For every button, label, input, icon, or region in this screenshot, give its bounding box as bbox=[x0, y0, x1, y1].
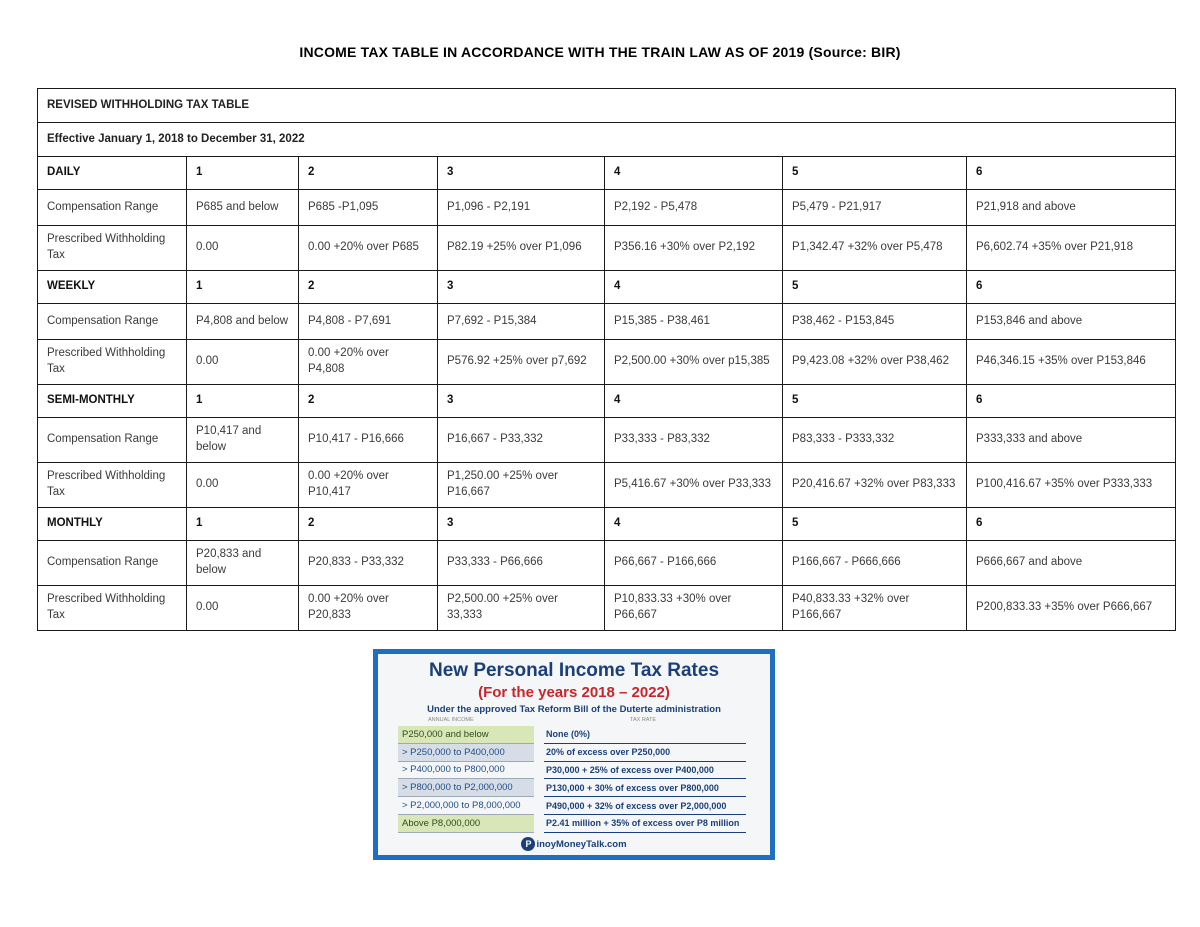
rate-row bbox=[398, 815, 746, 833]
compensation-cell: P38,462 - P153,845 bbox=[783, 304, 967, 340]
bracket-number: 6 bbox=[967, 508, 1176, 541]
withholding-cell: 0.00 bbox=[187, 340, 299, 385]
compensation-cell: P10,417 and below bbox=[187, 418, 299, 463]
withholding-row bbox=[38, 463, 1176, 508]
withholding-cell: P100,416.67 +35% over P333,333 bbox=[967, 463, 1176, 508]
bracket-number: 3 bbox=[438, 157, 605, 190]
infographic-panel bbox=[378, 654, 770, 855]
period-name: DAILY bbox=[38, 157, 187, 190]
rate-rows bbox=[398, 726, 746, 833]
withholding-row bbox=[38, 586, 1176, 631]
withholding-cell: P20,416.67 +32% over P83,333 bbox=[783, 463, 967, 508]
pinoy-money-talk-logo-icon: P bbox=[521, 837, 535, 851]
infographic-title: New Personal Income Tax Rates bbox=[428, 660, 720, 681]
brand-name: inoyMoneyTalk.com bbox=[536, 838, 627, 850]
compensation-cell: P685 -P1,095 bbox=[299, 190, 438, 226]
withholding-cell: P6,602.74 +35% over P21,918 bbox=[967, 226, 1176, 271]
tax-rate: P490,000 + 32% of excess over P2,000,000 bbox=[544, 797, 746, 815]
row-label: Prescribed Withholding Tax bbox=[38, 586, 187, 631]
income-range: > P800,000 to P2,000,000 bbox=[398, 779, 534, 797]
bracket-number: 5 bbox=[783, 157, 967, 190]
compensation-cell: P1,096 - P2,191 bbox=[438, 190, 605, 226]
period-header-row bbox=[38, 385, 1176, 418]
compensation-cell: P166,667 - P666,666 bbox=[783, 541, 967, 586]
income-tax-rates-infographic bbox=[373, 649, 775, 860]
compensation-cell: P5,479 - P21,917 bbox=[783, 190, 967, 226]
withholding-cell: P9,423.08 +32% over P38,462 bbox=[783, 340, 967, 385]
bracket-number: 6 bbox=[967, 157, 1176, 190]
rate-row bbox=[398, 779, 746, 797]
compensation-cell: P21,918 and above bbox=[967, 190, 1176, 226]
bracket-number: 6 bbox=[967, 385, 1176, 418]
period-header-row bbox=[38, 271, 1176, 304]
compensation-cell: P10,417 - P16,666 bbox=[299, 418, 438, 463]
annual-income-header: ANNUAL INCOME bbox=[428, 717, 474, 723]
bracket-number: 2 bbox=[299, 508, 438, 541]
withholding-cell: P576.92 +25% over p7,692 bbox=[438, 340, 605, 385]
compensation-row bbox=[38, 304, 1176, 340]
compensation-cell: P33,333 - P66,666 bbox=[438, 541, 605, 586]
tax-rate-header: TAX RATE bbox=[630, 717, 657, 723]
income-range: > P400,000 to P800,000 bbox=[398, 762, 534, 780]
period-name: MONTHLY bbox=[38, 508, 187, 541]
compensation-cell: P83,333 - P333,332 bbox=[783, 418, 967, 463]
bracket-number: 2 bbox=[299, 271, 438, 304]
bracket-number: 3 bbox=[438, 508, 605, 541]
compensation-cell: P15,385 - P38,461 bbox=[605, 304, 783, 340]
bracket-number: 5 bbox=[783, 271, 967, 304]
compensation-cell: P4,808 - P7,691 bbox=[299, 304, 438, 340]
bracket-number: 1 bbox=[187, 508, 299, 541]
rate-row bbox=[398, 726, 746, 744]
rate-row bbox=[398, 744, 746, 762]
infographic-note: Under the approved Tax Reform Bill of the Duterte administration bbox=[427, 704, 721, 715]
compensation-cell: P20,833 and below bbox=[187, 541, 299, 586]
withholding-cell: 0.00 +20% over P20,833 bbox=[299, 586, 438, 631]
compensation-row bbox=[38, 541, 1176, 586]
withholding-cell: 0.00 bbox=[187, 226, 299, 271]
withholding-cell: P2,500.00 +30% over p15,385 bbox=[605, 340, 783, 385]
withholding-cell: P1,342.47 +32% over P5,478 bbox=[783, 226, 967, 271]
period-header-row bbox=[38, 508, 1176, 541]
bracket-number: 2 bbox=[299, 385, 438, 418]
bracket-number: 3 bbox=[438, 271, 605, 304]
withholding-cell: 0.00 bbox=[187, 586, 299, 631]
withholding-cell: P200,833.33 +35% over P666,667 bbox=[967, 586, 1176, 631]
withholding-row bbox=[38, 340, 1176, 385]
withholding-cell: P40,833.33 +32% over P166,667 bbox=[783, 586, 967, 631]
income-range: Above P8,000,000 bbox=[398, 815, 534, 833]
bracket-number: 6 bbox=[967, 271, 1176, 304]
income-range: > P2,000,000 to P8,000,000 bbox=[398, 797, 534, 815]
infographic-subtitle: (For the years 2018 – 2022) bbox=[478, 684, 670, 701]
tax-rate: P2.41 million + 35% of excess over P8 million bbox=[544, 815, 746, 833]
bracket-number: 1 bbox=[187, 271, 299, 304]
withholding-tax-table bbox=[37, 88, 1176, 631]
row-label: Compensation Range bbox=[38, 418, 187, 463]
income-range: > P250,000 to P400,000 bbox=[398, 744, 534, 762]
bracket-number: 3 bbox=[438, 385, 605, 418]
compensation-cell: P2,192 - P5,478 bbox=[605, 190, 783, 226]
tax-rate: 20% of excess over P250,000 bbox=[544, 744, 746, 762]
withholding-cell: P82.19 +25% over P1,096 bbox=[438, 226, 605, 271]
period-name: SEMI-MONTHLY bbox=[38, 385, 187, 418]
income-range: P250,000 and below bbox=[398, 726, 534, 744]
bracket-number: 1 bbox=[187, 157, 299, 190]
tax-rate: P30,000 + 25% of excess over P400,000 bbox=[544, 762, 746, 780]
compensation-cell: P685 and below bbox=[187, 190, 299, 226]
withholding-cell: P356.16 +30% over P2,192 bbox=[605, 226, 783, 271]
withholding-cell: P46,346.15 +35% over P153,846 bbox=[967, 340, 1176, 385]
row-label: Compensation Range bbox=[38, 541, 187, 586]
withholding-cell: P2,500.00 +25% over 33,333 bbox=[438, 586, 605, 631]
effective-period: Effective January 1, 2018 to December 31, 2022 bbox=[38, 123, 1176, 157]
bracket-number: 1 bbox=[187, 385, 299, 418]
tax-rate: P130,000 + 30% of excess over P800,000 bbox=[544, 779, 746, 797]
row-label: Prescribed Withholding Tax bbox=[38, 226, 187, 271]
rate-row bbox=[398, 762, 746, 780]
row-label: Compensation Range bbox=[38, 304, 187, 340]
withholding-cell: 0.00 +20% over P4,808 bbox=[299, 340, 438, 385]
withholding-row bbox=[38, 226, 1176, 271]
compensation-cell: P7,692 - P15,384 bbox=[438, 304, 605, 340]
withholding-cell: 0.00 +20% over P685 bbox=[299, 226, 438, 271]
compensation-cell: P16,667 - P33,332 bbox=[438, 418, 605, 463]
rate-row bbox=[398, 797, 746, 815]
bracket-number: 5 bbox=[783, 385, 967, 418]
row-label: Prescribed Withholding Tax bbox=[38, 463, 187, 508]
period-header-row bbox=[38, 157, 1176, 190]
bracket-number: 4 bbox=[605, 385, 783, 418]
compensation-cell: P33,333 - P83,332 bbox=[605, 418, 783, 463]
bracket-number: 4 bbox=[605, 508, 783, 541]
tax-rate: None (0%) bbox=[544, 726, 746, 744]
compensation-cell: P66,667 - P166,666 bbox=[605, 541, 783, 586]
infographic-footer bbox=[378, 837, 770, 851]
compensation-row bbox=[38, 190, 1176, 226]
compensation-cell: P20,833 - P33,332 bbox=[299, 541, 438, 586]
period-name: WEEKLY bbox=[38, 271, 187, 304]
withholding-cell: P5,416.67 +30% over P33,333 bbox=[605, 463, 783, 508]
withholding-cell: 0.00 +20% over P10,417 bbox=[299, 463, 438, 508]
withholding-cell: P1,250.00 +25% over P16,667 bbox=[438, 463, 605, 508]
compensation-cell: P4,808 and below bbox=[187, 304, 299, 340]
row-label: Compensation Range bbox=[38, 190, 187, 226]
compensation-cell: P666,667 and above bbox=[967, 541, 1176, 586]
bracket-number: 4 bbox=[605, 271, 783, 304]
withholding-cell: P10,833.33 +30% over P66,667 bbox=[605, 586, 783, 631]
compensation-row bbox=[38, 418, 1176, 463]
table-heading: REVISED WITHHOLDING TAX TABLE bbox=[38, 89, 1176, 123]
compensation-cell: P333,333 and above bbox=[967, 418, 1176, 463]
bracket-number: 2 bbox=[299, 157, 438, 190]
withholding-cell: 0.00 bbox=[187, 463, 299, 508]
document-title: INCOME TAX TABLE IN ACCORDANCE WITH THE TRAIN LAW AS OF 2019 (Source: BIR) bbox=[299, 44, 901, 60]
bracket-number: 5 bbox=[783, 508, 967, 541]
bracket-number: 4 bbox=[605, 157, 783, 190]
compensation-cell: P153,846 and above bbox=[967, 304, 1176, 340]
row-label: Prescribed Withholding Tax bbox=[38, 340, 187, 385]
